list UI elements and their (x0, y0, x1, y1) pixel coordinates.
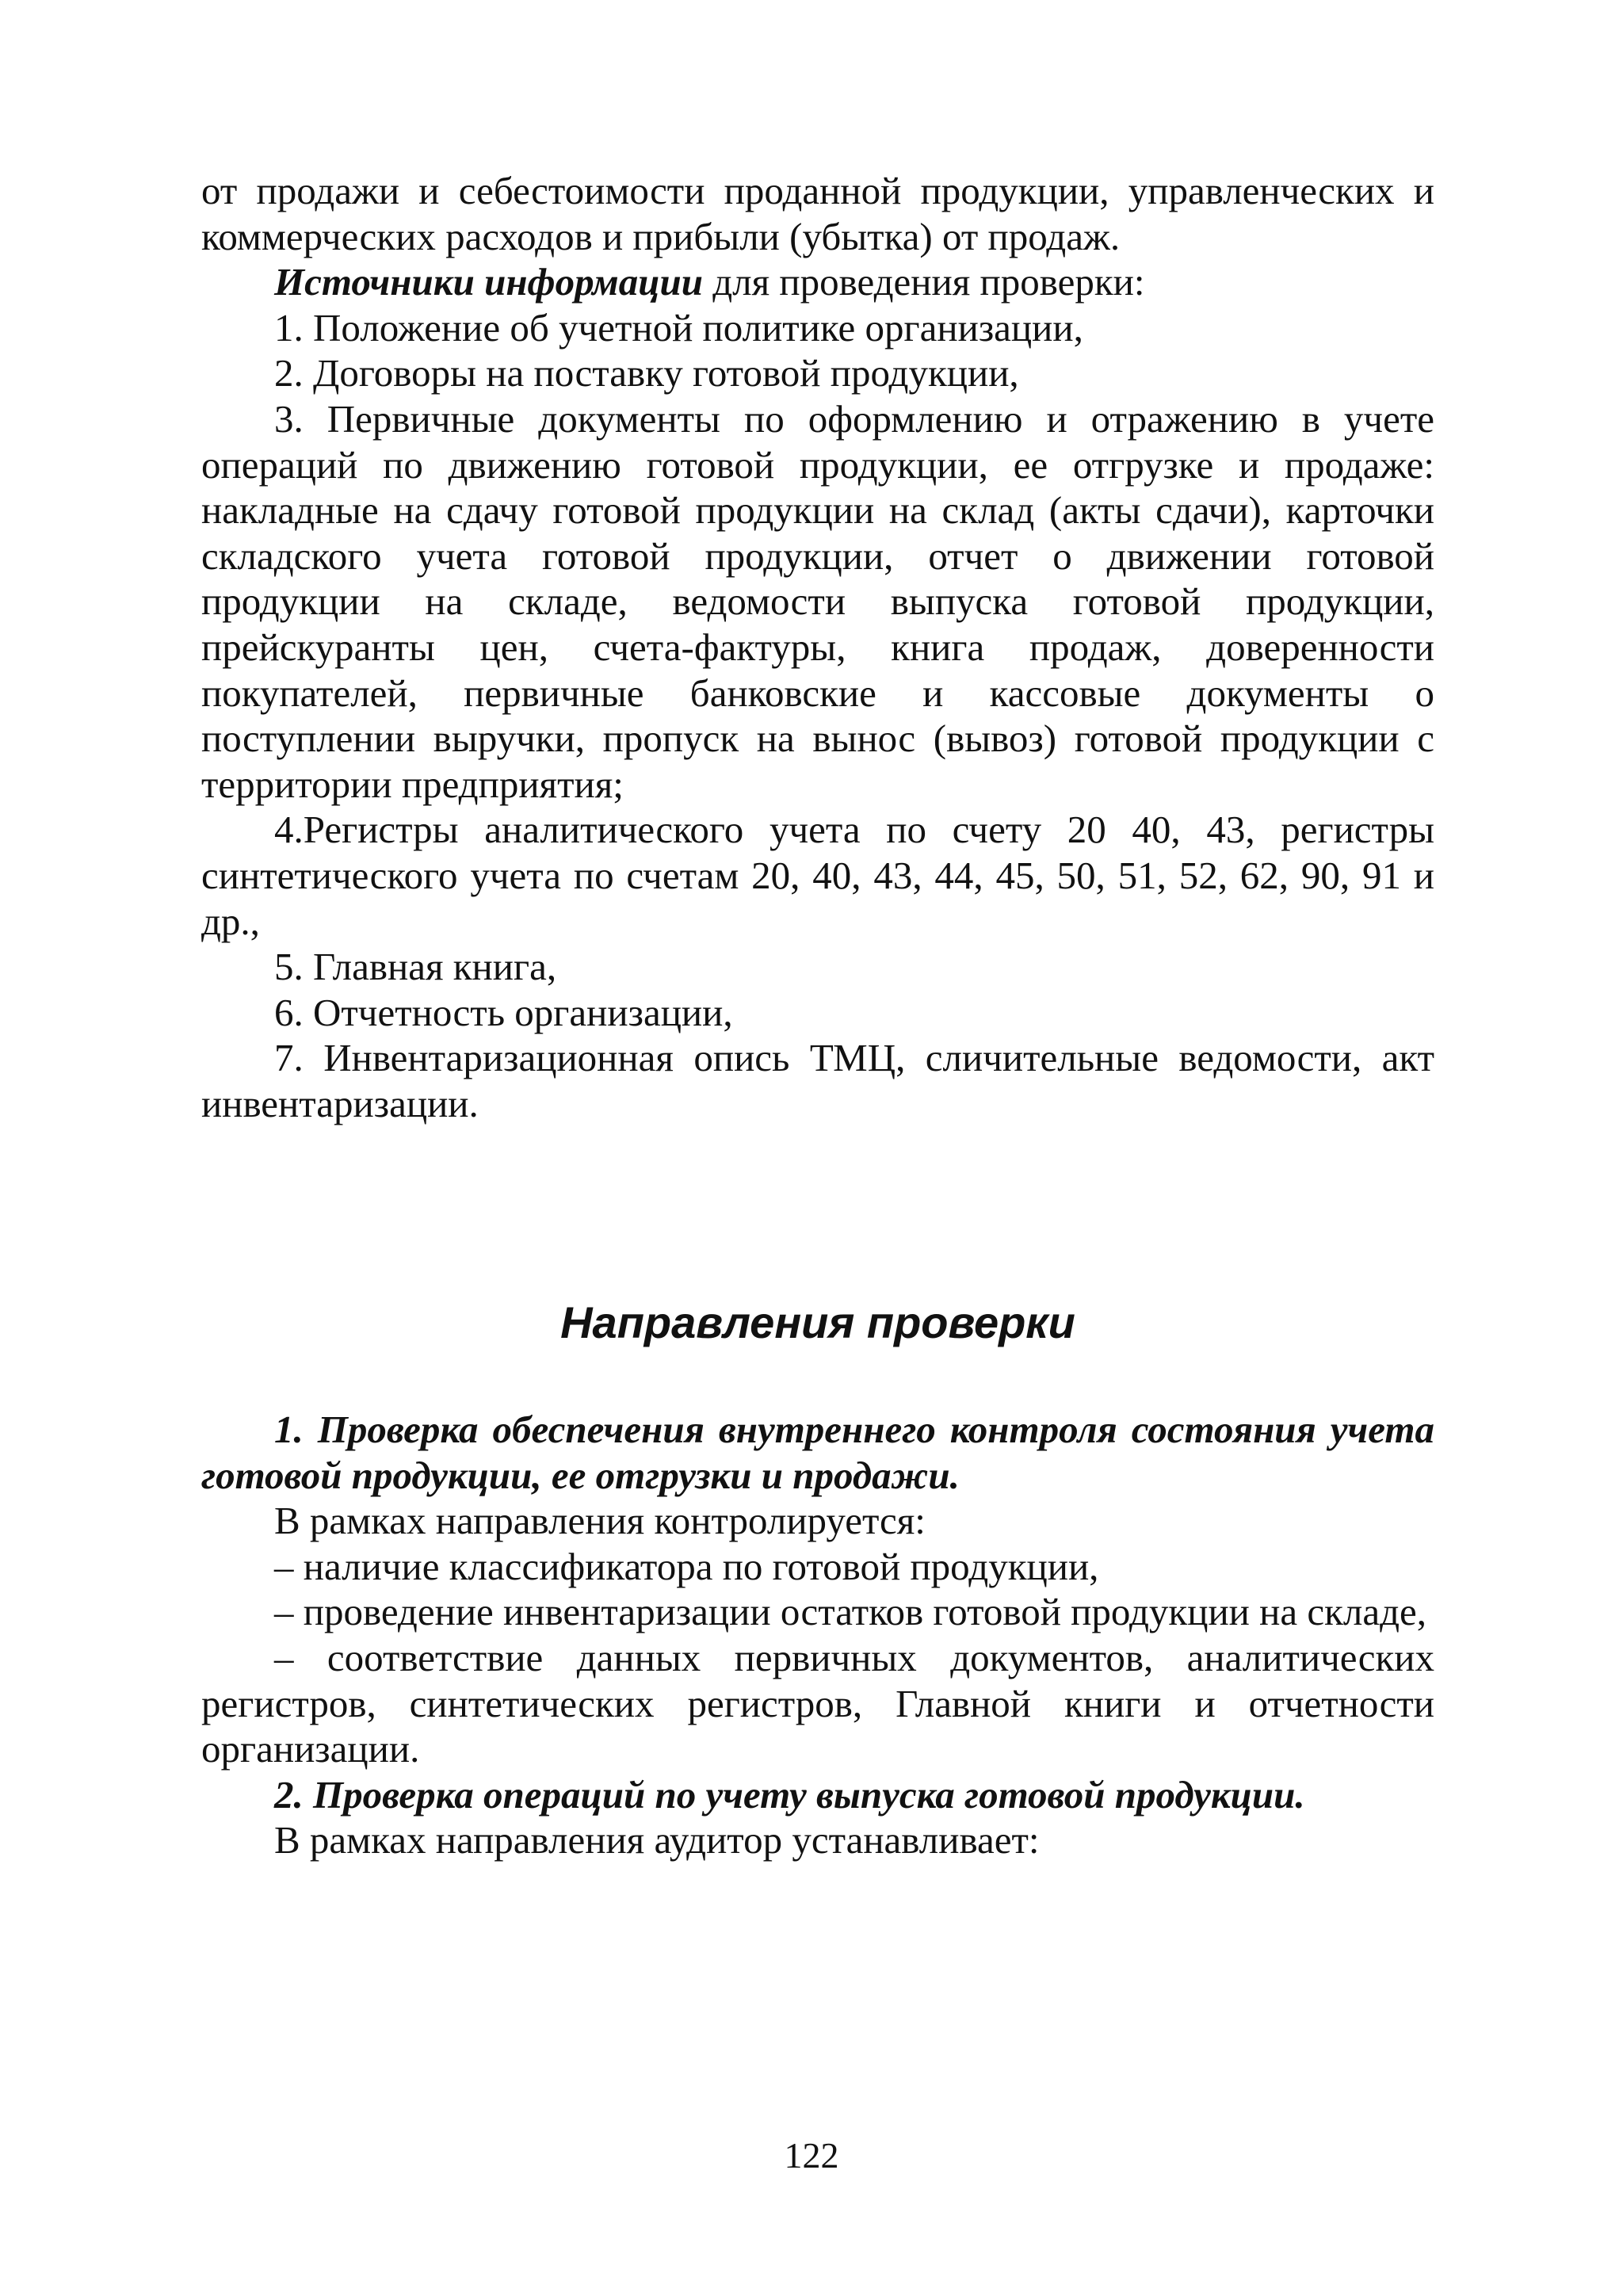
source-item-4: 4.Регистры аналитического учета по счету 20 40, 43, регистры синтетического учета по счетам 20, 40, 43, 44, 45, 50, 51, 52, 62, 90, 91 и др., (201, 808, 1434, 943)
body-text-top (201, 168, 1434, 1126)
direction-1-item-1: – наличие классификатора по готовой продукции, (274, 1544, 1099, 1588)
direction-1-item-3: – соответствие данных первичных документов, аналитических регистров, синтетических регистров, Главной книги и отчетности организации. (201, 1635, 1434, 1771)
sources-lead-emphasis: Источники информации (274, 260, 703, 304)
page-number: 122 (784, 2135, 839, 2176)
source-item-2: 2. Договоры на поставку готовой продукции, (274, 351, 1019, 395)
source-item-1: 1. Положение об учетной политике организации, (274, 305, 1083, 350)
body-text-bottom (201, 1407, 1434, 1863)
source-item-3: 3. Первичные документы по оформлению и отражению в учете операций по движению готовой продукции, ее отгрузке и продаже: накладные на сдачу готовой продукции на склад (акты сдачи), карточки складского учета готовой продукции, отчет о движении готовой продукции на складе, ведомости выпуска готовой продукции, прейскуранты цен, счета-фактуры, книга продаж, доверенности покупателей, первичные банковские и кассовые документы о поступлении выручки, пропуск на вынос (вывоз) готовой продукции с территории предприятия; (201, 396, 1434, 806)
paragraph-continuation (201, 168, 1434, 259)
continuation-text: от продажи и себестоимости проданной продукции, управленческих и коммерческих расходов и прибыли (убытка) от продаж. (201, 169, 1434, 258)
direction-1-title: 1. Проверка обеспечения внутреннего контроля состояния учета готовой продукции, ее отгрузки и продажи. (201, 1408, 1434, 1497)
direction-1-item-2: – проведение инвентаризации остатков готовой продукции на складе, (274, 1590, 1427, 1634)
source-item-6: 6. Отчетность организации, (274, 990, 733, 1034)
sources-lead-rest: для проведения проверки: (703, 260, 1145, 304)
direction-2-title: 2. Проверка операций по учету выпуска готовой продукции. (274, 1772, 1305, 1817)
source-item-5: 5. Главная книга, (274, 945, 557, 989)
section-heading: Направления проверки (560, 1297, 1075, 1347)
direction-1-lead: В рамках направления контролируется: (274, 1499, 926, 1543)
paragraph-sources-intro (201, 259, 1434, 305)
source-item-7: 7. Инвентаризационная опись ТМЦ, сличительные ведомости, акт инвентаризации. (201, 1036, 1434, 1125)
direction-2-lead: В рамках направления аудитор устанавливает: (274, 1818, 1040, 1862)
